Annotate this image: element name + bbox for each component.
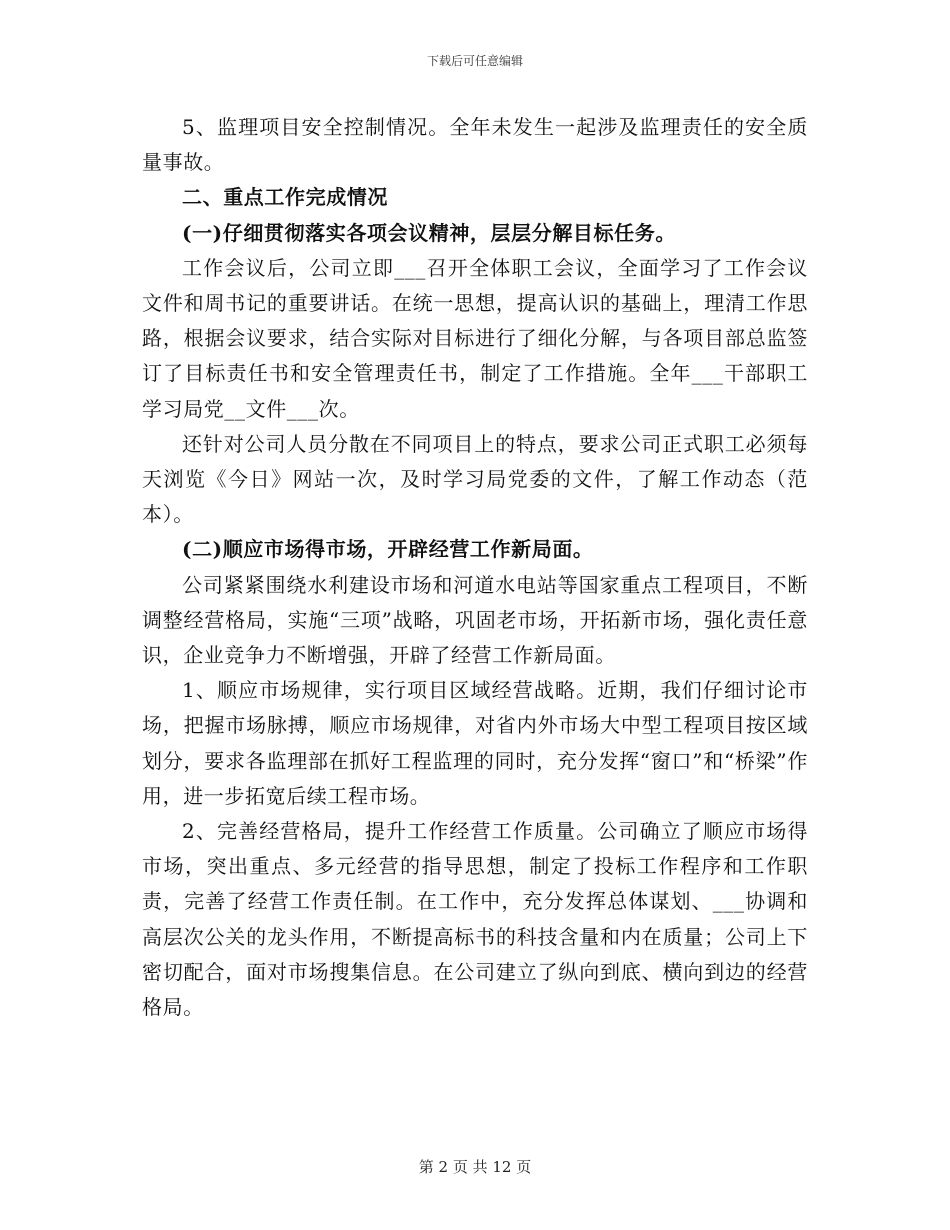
paragraph-market-overview: 公司紧紧围绕水利建设市场和河道水电站等国家重点工程项目，不断调整经营格局，实施“三项”战略，巩固老市场，开拓新市场，强化责任意识，企业竞争力不断增强，开辟了经营工作新局面。 (142, 572, 808, 668)
paragraph-business-pattern: 2、完善经营格局，提升工作经营工作质量。公司确立了顺应市场得市场，突出重点、多元经营的指导思想，制定了投标工作程序和工作职责，完善了经营工作责任制。在工作中，充分发挥总体谋划、___协调和高层次公关的龙头作用，不断提高标书的科技含量和内在质量；公司上下密切配合，面对市场搜集信息。在公司建立了纵向到底、横向到边的经营格局。 (142, 819, 808, 1020)
paragraph-safety-control: 5、监理项目安全控制情况。全年未发生一起涉及监理责任的安全质量事故。 (142, 115, 808, 175)
paragraph-work-meeting: 工作会议后，公司立即___召开全体职工会议，全面学习了工作会议文件和周书记的重要讲话。在统一思想，提高认识的基础上，理清工作思路，根据会议要求，结合实际对目标进行了细化分解，与各项目部总监签订了目标责任书和安全管理责任书，制定了工作措施。全年___干部职工学习局党__文件___次。 (142, 255, 808, 421)
subsection-heading-1: (一)仔细贯彻落实各项会议精神，层层分解目标任务。 (182, 220, 676, 245)
paragraph-regional-strategy: 1、顺应市场规律，实行项目区域经营战略。近期，我们仔细讨论市场，把握市场脉搏，顺应市场规律，对省内外市场大中型工程项目按区域划分，要求各监理部在抓好工程监理的同时，充分发挥“窗口”和“桥梁”作用，进一步拓宽后续工程市场。 (142, 678, 808, 808)
page-header: 下载后可任意编辑 (426, 54, 523, 68)
document-body (142, 110, 808, 1025)
paragraph-staff-learning: 还针对公司人员分散在不同项目上的特点，要求公司正式职工必须每天浏览《今日》网站一次，及时学习局党委的文件，了解工作动态（范本）。 (142, 431, 808, 527)
subsection-heading-2: (二)顺应市场得市场，开辟经营工作新局面。 (182, 537, 594, 562)
page-footer: 第 2 页 共 12 页 (418, 1158, 532, 1176)
section-heading-key-work: 二、重点工作完成情况 (182, 185, 388, 210)
